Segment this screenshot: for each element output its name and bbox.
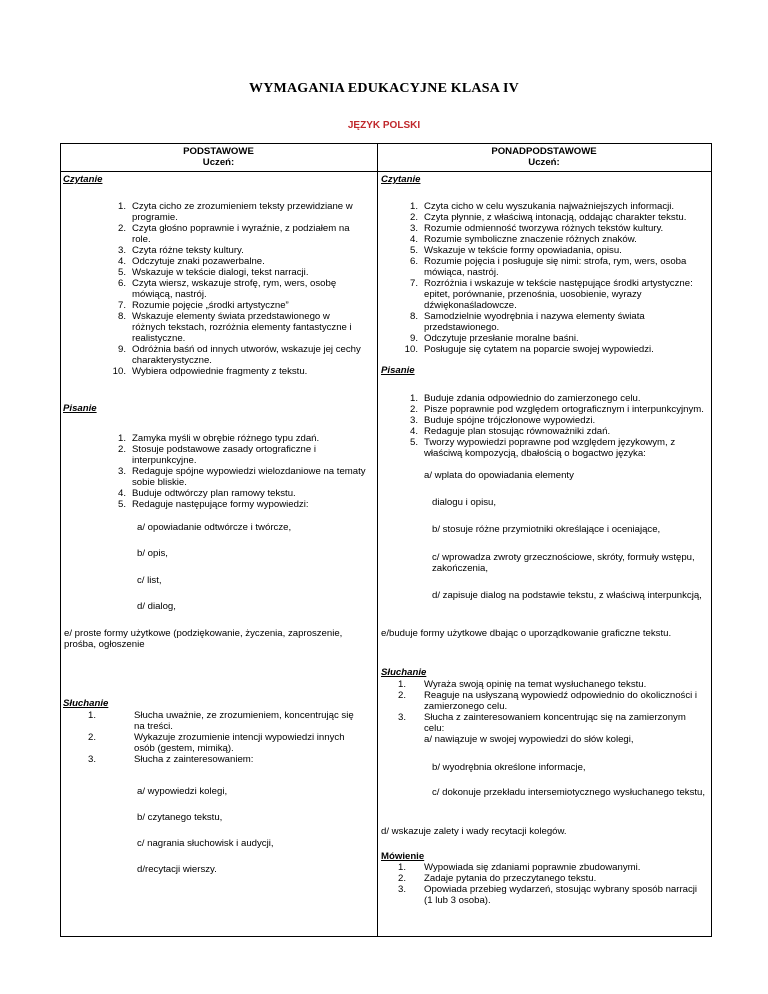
list-item: 5. Tworzy wypowiedzi poprawne pod względem językowym, z właściwą kompozycją, dbałością o bogactwo języka: [409, 437, 676, 459]
right-sluchanie-label: Słuchanie [381, 667, 427, 678]
list-item: 3. Redaguje spójne wypowiedzi wielozdaniowe na tematy sobie bliskie. [117, 466, 366, 488]
right-czytanie-label: Czytanie [381, 174, 421, 185]
right-heading: PONADPODSTAWOWE [491, 146, 597, 157]
list-item: 1. Wyraża swoją opinię na temat wysłuchanego tekstu. [397, 679, 647, 690]
right-czytanie-list [378, 201, 704, 355]
list-item: 2. Reaguje na usłyszaną wypowiedź odpowiednio do okoliczności i zamierzonego celu. [397, 690, 698, 712]
left-pisanie-sub-e: e/ proste formy użytkowe (podziękowanie, życzenia, zaproszenie, prośba, ogłoszenie [64, 628, 343, 650]
list-item: 5. Wskazuje w tekście formy opowiadania, opisu. [409, 245, 622, 256]
list-item: 2. Stosuje podstawowe zasady ortograficzne i interpunkcyjne. [117, 444, 316, 466]
left-heading: PODSTAWOWE [183, 146, 254, 157]
list-item: 5. Redaguje następujące formy wypowiedzi: [117, 499, 309, 510]
list-item: 2. Pisze poprawnie pod względem ortograficznym i interpunkcyjnym. [409, 404, 704, 415]
list-item: 9. Odczytuje przesłanie moralne baśni. [409, 333, 579, 344]
left-czytanie-list [108, 201, 366, 377]
right-column-header [377, 146, 711, 168]
list-item: 1. Czyta cicho w celu wyszukania najważniejszych informacji. [409, 201, 675, 212]
list-item: 4. Odczytuje znaki pozawerbalne. [117, 256, 265, 267]
right-sluchanie-list [378, 679, 704, 734]
list-item: 4. Rozumie symboliczne znaczenie różnych znaków. [409, 234, 637, 245]
left-pisanie-sub-a: a/ opowiadanie odtwórcze i twórcze, [137, 522, 292, 533]
right-pisanie-sub-c: c/ wprowadza zwroty grzecznościowe, skróty, formuły wstępu, zakończenia, [432, 552, 695, 574]
list-item: 2. Zadaje pytania do przeczytanego tekstu. [397, 873, 597, 884]
list-item: 2. Czyta płynnie, z właściwą intonacją, oddając charakter tekstu. [409, 212, 687, 223]
list-item: 4. Buduje odtwórczy plan ramowy tekstu. [117, 488, 296, 499]
left-pisanie-list [108, 433, 366, 510]
left-pisanie-sub-d: d/ dialog, [137, 601, 176, 612]
left-sluchanie-list [72, 710, 366, 765]
list-item: 1. Zamyka myśli w obrębie różnego typu zdań. [117, 433, 320, 444]
list-item: 1. Buduje zdania odpowiednio do zamierzonego celu. [409, 393, 641, 404]
right-pisanie-sub-a2: dialogu i opisu, [432, 497, 497, 508]
left-sluchanie-sub-d: d/recytacji wierszy. [137, 864, 217, 875]
list-item: 6. Czyta wiersz, wskazuje strofę, rym, wers, osobę mówiącą, nastrój. [117, 278, 337, 300]
right-mowienie-label: Mówienie [381, 851, 425, 862]
list-item: 1. Wypowiada się zdaniami poprawnie zbudowanymi. [397, 862, 641, 873]
list-item: 7. Rozróżnia i wskazuje w tekście następujące środki artystyczne: epitet, porównanie, przenośnia, uosobienie, wyrazy dźwiękonaśladowcze. [409, 278, 693, 311]
left-column-header [60, 146, 377, 168]
list-item: 9. Odróżnia baśń od innych utworów, wskazuje jej cechy charakterystyczne. [117, 344, 361, 366]
list-item: 1. Słucha uważnie, ze zrozumieniem, koncentrując się na treści. [87, 710, 354, 732]
right-pisanie-sub-b: b/ stosuje różne przymiotniki określające i oceniające, [432, 524, 661, 535]
list-item: 10. Posługuje się cytatem na poparcie swojej wypowiedzi. [404, 344, 654, 355]
list-item: 5. Wskazuje w tekście dialogi, tekst narracji. [117, 267, 309, 278]
list-item: 3. Buduje spójne trójczłonowe wypowiedzi. [409, 415, 596, 426]
right-sluchanie-sub-c: c/ dokonuje przekładu intersemiotycznego wysłuchanego tekstu, [432, 787, 706, 798]
right-pisanie-sub-a: a/ wplata do opowiadania elementy [424, 470, 574, 481]
list-item: 2. Czyta głośno poprawnie i wyraźnie, z podziałem na role. [117, 223, 350, 245]
right-subheading: Uczeń: [528, 157, 560, 168]
list-item: 3. Słucha z zainteresowaniem koncentrując się na zamierzonym celu: [397, 712, 686, 734]
right-sluchanie-sub-d: d/ wskazuje zalety i wady recytacji kolegów. [381, 826, 567, 837]
left-czytanie-label: Czytanie [63, 174, 103, 185]
list-item: 3. Opowiada przebieg wydarzeń, stosując wybrany sposób narracji (1 lub 3 osoba). [397, 884, 698, 906]
left-pisanie-label: Pisanie [63, 403, 97, 414]
left-sluchanie-sub-b: b/ czytanego tekstu, [137, 812, 223, 823]
list-item: 10. Wybiera odpowiednie fragmenty z tekstu. [112, 366, 308, 377]
document-title: WYMAGANIA EDUKACYJNE KLASA IV [249, 81, 519, 96]
list-item: 4. Redaguje plan stosując równoważniki zdań. [409, 426, 611, 437]
right-mowienie-list [378, 862, 704, 906]
left-sluchanie-sub-c: c/ nagrania słuchowisk i audycji, [137, 838, 274, 849]
list-item: 8. Wskazuje elementy świata przedstawionego w różnych tekstach, rozróżnia elementy fantastyczne i realistyczne. [117, 311, 352, 344]
list-item: 7. Rozumie pojęcie „środki artystyczne” [117, 300, 289, 311]
list-item: 3. Czyta różne teksty kultury. [117, 245, 244, 256]
right-pisanie-label: Pisanie [381, 365, 415, 376]
list-item: 3. Rozumie odmienność tworzywa różnych tekstów kultury. [409, 223, 664, 234]
right-pisanie-sub-e: e/buduje formy użytkowe dbając o uporządkowanie graficzne tekstu. [381, 628, 672, 639]
subject-title: JĘZYK POLSKI [347, 120, 421, 131]
list-item: 6. Rozumie pojęcia i posługuje się nimi: strofa, rym, wers, osoba mówiąca, nastrój. [409, 256, 687, 278]
left-pisanie-sub-b: b/ opis, [137, 548, 168, 559]
left-sluchanie-sub-a: a/ wypowiedzi kolegi, [137, 786, 228, 797]
list-item: 3. Słucha z zainteresowaniem: [87, 754, 254, 765]
right-pisanie-sub-d: d/ zapisuje dialog na podstawie tekstu, z właściwą interpunkcją, [432, 590, 702, 601]
list-item: 8. Samodzielnie wyodrębnia i nazywa elementy świata przedstawionego. [409, 311, 645, 333]
left-sluchanie-label: Słuchanie [63, 698, 109, 709]
right-pisanie-list [378, 393, 704, 459]
list-item: 2. Wykazuje zrozumienie intencji wypowiedzi innych osób (gestem, mimiką). [87, 732, 345, 754]
right-sluchanie-sub-a: a/ nawiązuje w swojej wypowiedzi do słów kolegi, [424, 734, 634, 745]
left-pisanie-sub-c: c/ list, [137, 575, 162, 586]
list-item: 1. Czyta cicho ze zrozumieniem teksty przewidziane w programie. [117, 201, 353, 223]
left-subheading: Uczeń: [202, 157, 235, 168]
right-sluchanie-sub-b: b/ wyodrębnia określone informacje, [432, 762, 586, 773]
